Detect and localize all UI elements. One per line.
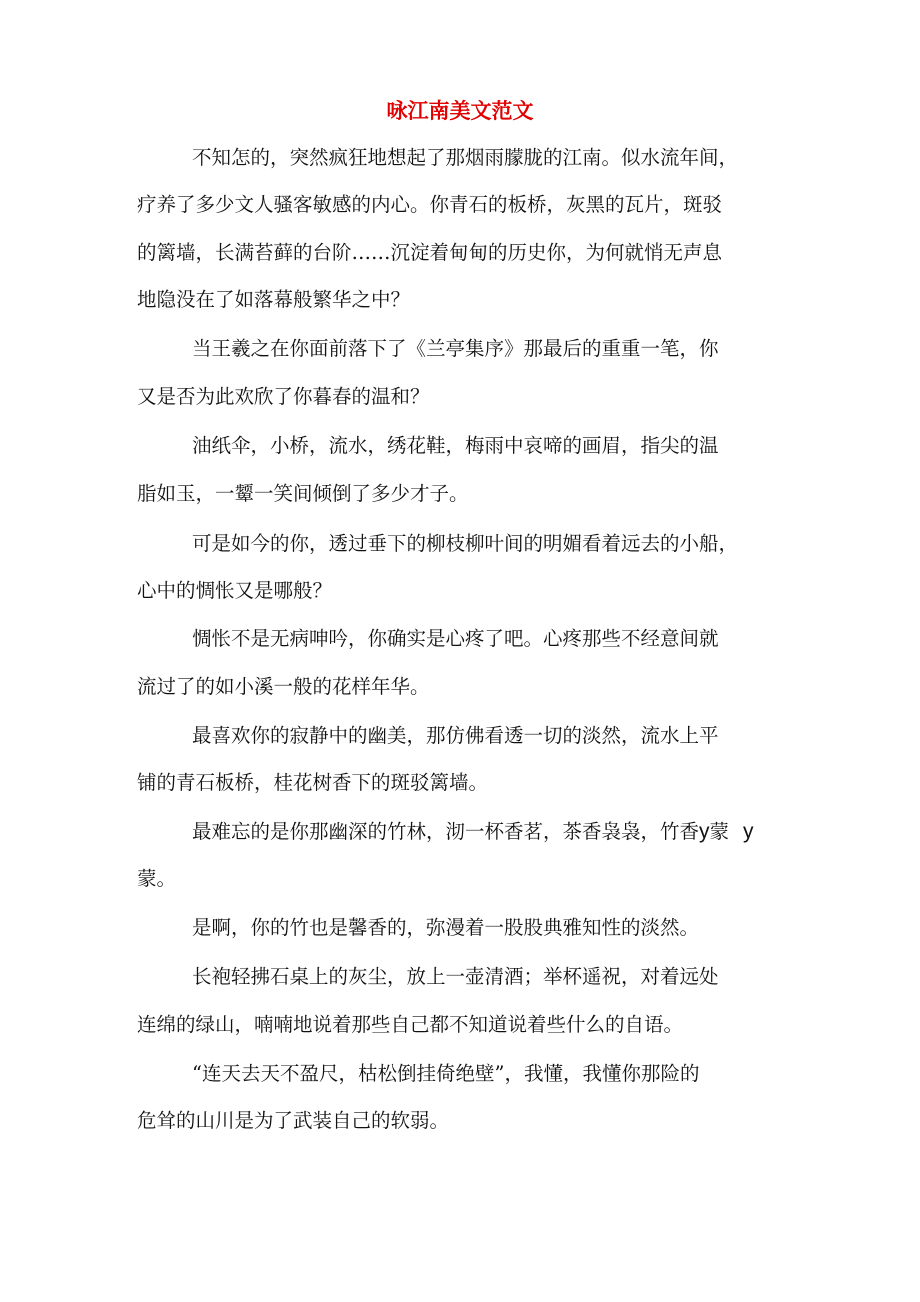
paragraph-line: 地隐没在了如落幕般繁华之中？ (137, 288, 411, 311)
paragraph-text: 最难忘的是你那幽深的竹林，沏一杯香茗，茶香袅袅，竹香 (192, 820, 700, 843)
paragraph-text: 蒙 (709, 820, 730, 843)
paragraph-line: 脂如玉，一颦一笑间倾倒了多少才子。 (137, 482, 469, 505)
paragraph-line: 当王羲之在你面前落下了《兰亭集序》那最后的重重一笔，你 (192, 337, 719, 360)
paragraph-text: y (699, 820, 710, 843)
paragraph-line: 铺的青石板桥，桂花树香下的斑驳篱墙。 (137, 771, 489, 794)
paragraph-line: 最喜欢你的寂静中的幽美，那仿佛看透一切的淡然，流水上平 (192, 724, 719, 747)
paragraph-line: 可是如今的你，透过垂下的柳枝柳叶间的明媚看着远去的小船， (192, 532, 739, 555)
paragraph-line: 心中的惆怅又是哪般？ (137, 579, 333, 602)
paragraph-line: 的篱墙，长满苔藓的台阶……沉淀着甸甸的历史你，为何就悄无声息 (137, 241, 723, 264)
paragraph-line (192, 817, 792, 847)
paragraph-line: 流过了的如小溪一般的花样年华。 (137, 675, 430, 698)
paragraph-line: 惆怅不是无病呻吟，你确实是心疼了吧。心疼那些不经意间就 (192, 627, 719, 650)
paragraph-line: 又是否为此欢欣了你暮春的温和？ (137, 385, 430, 408)
document-title: 咏江南美文范文 (386, 98, 534, 123)
paragraph-line: 危耸的山川是为了武装自己的软弱。 (137, 1109, 450, 1132)
paragraph-line: 蒙。 (137, 867, 177, 890)
paragraph-line: 连绵的绿山，喃喃地说着那些自己都不知道说着些什么的自语。 (137, 1013, 684, 1036)
paragraph-line: 疗养了多少文人骚客敏感的内心。你青石的板桥，灰黑的瓦片，斑驳 (137, 193, 723, 216)
paragraph-line: 是啊，你的竹也是馨香的，弥漫着一股股典雅知性的淡然。 (192, 916, 700, 939)
paragraph-line: 长袍轻拂石桌上的灰尘，放上一壶清酒；举杯遥祝，对着远处 (192, 965, 719, 988)
paragraph-line: “连天去天不盈尺，枯松倒挂倚绝壁”，我懂，我懂你那险的 (192, 1062, 700, 1085)
paragraph-line: 油纸伞，小桥，流水，绣花鞋，梅雨中哀啼的画眉，指尖的温 (192, 434, 719, 457)
paragraph-line: 不知怎的，突然疯狂地想起了那烟雨朦胧的江南。似水流年间， (192, 146, 739, 169)
paragraph-text: y (743, 820, 754, 843)
